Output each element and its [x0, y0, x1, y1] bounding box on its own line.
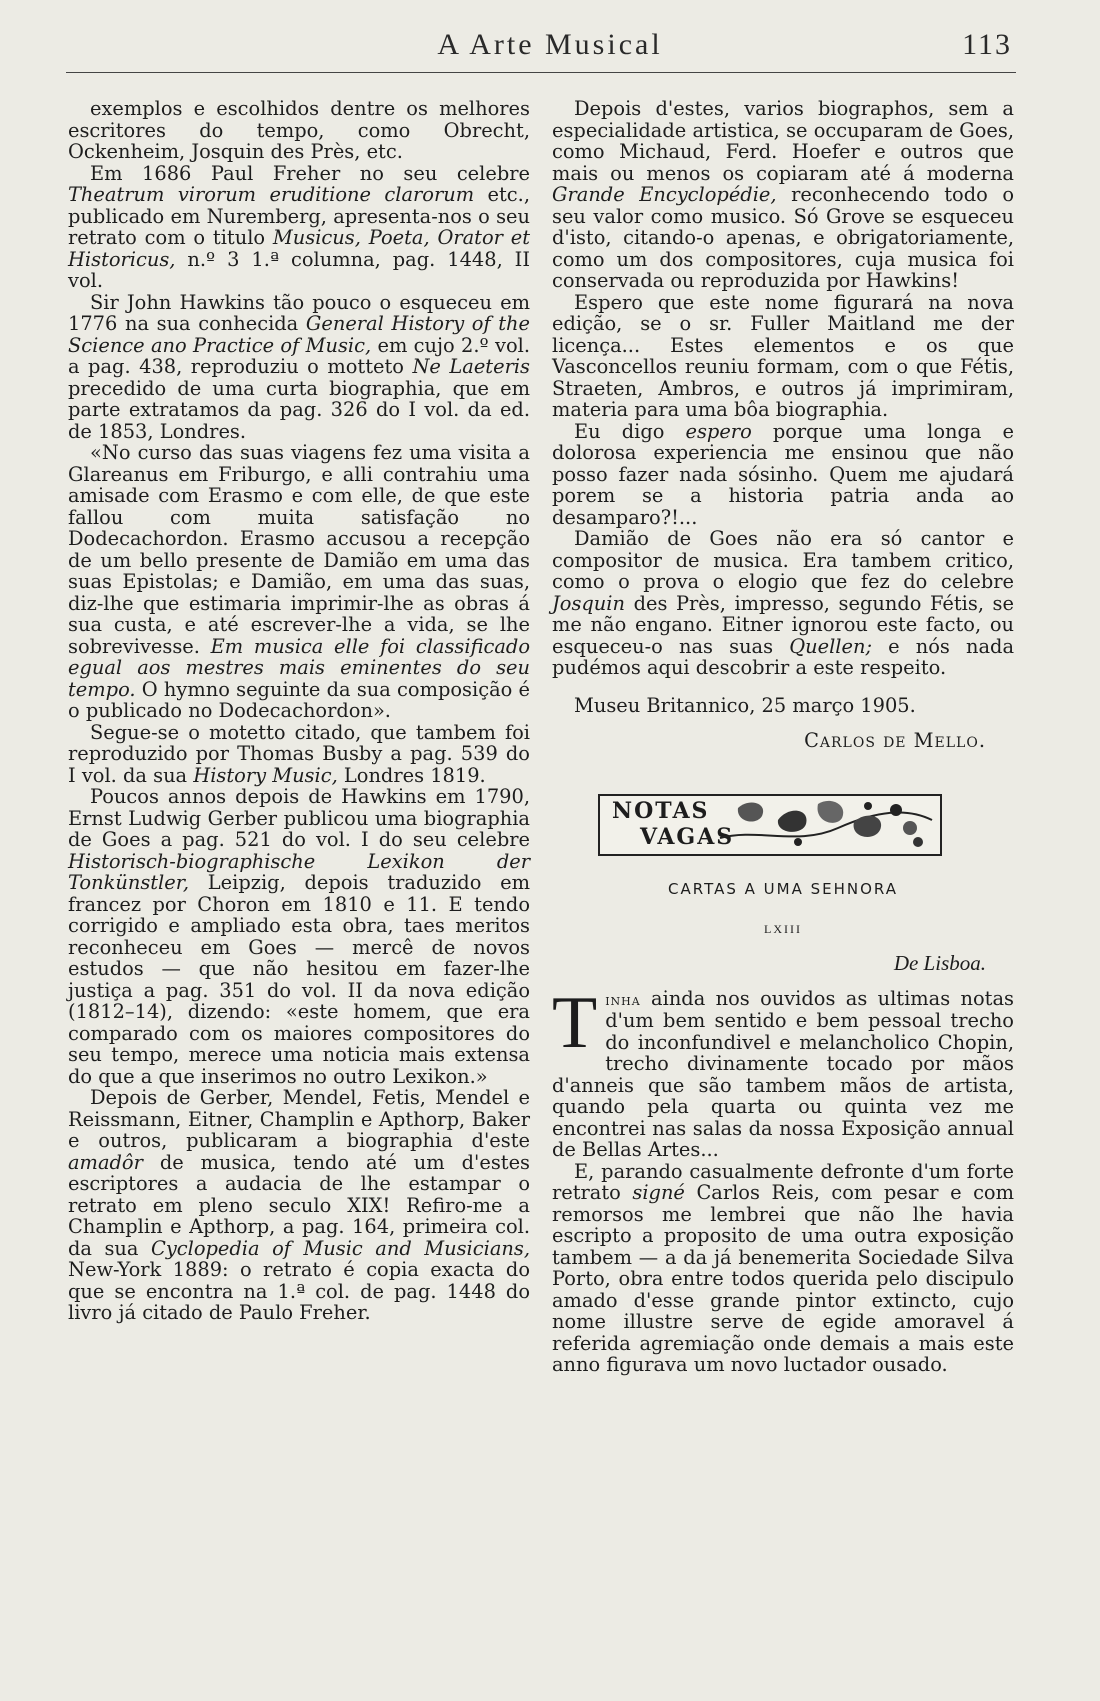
italic-title-text: Grande Encyclopédie, — [552, 183, 777, 206]
italic-title-text: Ne Laeteris — [412, 355, 530, 378]
left-column-paragraph — [68, 98, 530, 163]
left-column-paragraph — [68, 163, 530, 292]
italic-title-text: Theatrum virorum eruditione clarorum — [68, 183, 475, 206]
italic-title-text: Musicus, Poeta, Orator et Historicus, — [68, 226, 531, 271]
left-column-paragraph — [68, 1087, 530, 1324]
right-column-paragraphs — [552, 98, 1014, 679]
paragraph-text: de musica, tendo até um d'estes escriptores a audacia de lhe estampar o retrato em pleno seculo XIX! Refiro-me a Champlin e Apthorp, a pag. 164, primeira col. da sua — [68, 1150, 530, 1260]
italic-title-text: espero — [685, 419, 752, 443]
right-column-paragraph — [552, 98, 1014, 292]
paragraph-text: E, parando casualmente defronte d'um forte retrato — [552, 1159, 1014, 1204]
letter-first-paragraph — [552, 981, 1014, 1161]
paragraph-text: n.º 3 1.ª columna, pag. 1448, II vol. — [68, 247, 530, 292]
drop-cap: T — [552, 981, 598, 1064]
signature-place-date: Museu Britannico, 25 março 1905. — [574, 693, 916, 717]
paragraph-text: exemplos e escolhidos dentre os melhores escritores do tempo, como Obrecht, Ockenheim, Josquin des Près, etc. — [68, 97, 530, 163]
section-title: CARTAS A UMA SEHNORA — [668, 879, 898, 898]
drop-cap-continuation: inha — [605, 989, 641, 1009]
paragraph-text: New-York 1889: o retrato é copia exacta do que se encontra na 1.ª col. de pag. 1448 do livro já citado de Paulo Freher. — [68, 1258, 530, 1324]
banner-word-vagas: VAGAS — [640, 823, 735, 850]
paragraph-text: Depois de Gerber, Mendel, Fetis, Mendel e Reissmann, Eitner, Champlin e Apthorp, Baker e outros, publicaram a biographia d'este — [68, 1086, 530, 1152]
running-head-title: A Arte Musical — [437, 28, 663, 61]
paragraph-text: Londres 1819. — [337, 763, 486, 787]
paragraph-text: O hymno seguinte da sua composição é o publicado no Dodecachordon». — [68, 677, 530, 722]
letter-paragraph — [552, 1161, 1014, 1376]
paragraph-text: Espero que este nome figurará na nova edição, se o sr. Fuller Maitland me der licença... Estes elementos e os que Vasconcellos reuniu formam, com o que Fétis, Straeten, Ambros, e outros já imprimiram, materia para uma bôa biographia. — [552, 290, 1014, 421]
paragraph-text: Poucos annos depois de Hawkins em 1790, Ernst Ludwig Gerber publicou uma biographia de Goes a pag. 521 do vol. I do seu celebre — [68, 785, 530, 851]
italic-title-text: amadôr — [68, 1150, 143, 1174]
left-column-paragraph — [68, 442, 530, 722]
notas-vagas-banner — [598, 794, 942, 856]
paragraph-text: e nós nada pudémos aqui descobrir a este respeito. — [552, 634, 1015, 679]
section-number: LXIII — [764, 921, 802, 936]
letter-second-paragraph-wrap — [552, 1161, 1014, 1376]
paragraph-text: precedido de uma curta biographia, que em parte extratamos da pag. 326 do I vol. da ed. de 1853, Londres. — [68, 376, 530, 443]
paragraph-text: Eu digo — [574, 419, 686, 443]
paragraph-text: Carlos Reis, com pesar e com remorsos me lembrei que não lhe havia escripto a proposito de uma outra exposição tambem — a da já benemerita Sociedade Silva Porto, obra entre todos querida pelo discipulo amado d'esse grande pintor extincto, cujo nome illustre serve de egide amoravel á referida agremiação onde demais a mais este anno figurava um novo luctador ousado. — [552, 1181, 1014, 1376]
paragraph-text: Damião de Goes não era só cantor e compositor de musica. Era tambem critico, como o prova o elogio que fez do celebre — [552, 527, 1014, 593]
paragraph-text: des Près, impresso, segundo Fétis, se me não engano. Eitner ignorou este facto, ou esqueceu-o nas suas — [552, 591, 1014, 658]
italic-text: signé — [632, 1181, 685, 1204]
page-number: 113 — [962, 28, 1012, 61]
italic-title-text: General History of the Science ano Practice of Music, — [68, 312, 531, 357]
paragraph-text: porque uma longa e dolorosa experiencia me ensinou que não posso fazer nada sósinho. Quem me ajudará porem se a historia patria anda ao desamparo?!... — [552, 419, 1015, 529]
italic-title-text: Historisch-biographische Lexikon der Tonkünstler, — [68, 849, 530, 894]
paragraph-text: Sir John Hawkins tão pouco o esqueceu em 1776 na sua conhecida — [68, 290, 530, 335]
left-column-paragraph — [68, 786, 530, 1087]
left-column-paragraph — [68, 292, 530, 443]
left-column-paragraph — [68, 722, 530, 787]
paragraph-text: «No curso das suas viagens fez uma visita a Glareanus em Friburgo, e alli contrahiu uma amisade com Erasmo e com elle, de que este fallou com muita satisfação no Dodecachordon. Erasmo accusou a recepção de um bello presente de Damião em uma das suas Epistolas; e Damião, em uma das suas, diz-lhe que estimaria imprimir-lhe as obras á sua custa, e até escrever-lhe a vida, se lhe sobrevivesse. — [68, 441, 530, 658]
paragraph-text: Depois d'estes, varios biographos, sem a especialidade artistica, se occuparam de Goes, como Michaud, Ferd. Hoefer e outros que mais ou menos os copiaram até á moderna — [552, 97, 1014, 185]
header-rule — [66, 72, 1016, 73]
italic-title-text: Cyclopedia of Music and Musicians, — [150, 1236, 530, 1260]
paragraph-text: reconhecendo todo o seu valor como musico. Só Grove se esqueceu d'isto, citando-o apenas, e obrigatoriamente, como um dos compositores, cuja musica foi conservada ou reproduzida por Hawkins! — [552, 183, 1014, 292]
paragraph-text: Leipzig, depois traduzido em francez por Choron em 1810 e 11. E tendo corrigido e ampliado esta obra, taes meritos reconheceu em Goes — mercê de novos estudos — que não hesitou em fazer-lhe justiça a pag. 351 do vol. II da nova edição (1812–14), dizendo: «este homem, que era comparado com os maiores compositores do seu tempo, merece uma noticia mais extensa do que a que inserimos no outro Lexikon.» — [68, 871, 530, 1088]
italic-title-text: Em musica elle foi classificado egual aos mestres mais eminentes do seu tempo. — [68, 634, 531, 701]
right-column-paragraph — [552, 528, 1014, 679]
paragraph-text: Segue-se o motetto citado, que tambem foi reproduzido por Thomas Busby a pag. 539 do I vol. da sua — [68, 720, 530, 787]
paragraph-text: etc., publicado em Nuremberg, apresenta-nos o seu retrato com o titulo — [68, 183, 530, 249]
right-column-paragraph — [552, 421, 1014, 529]
floral-ornament-icon — [718, 798, 934, 850]
italic-title-text: Josquin — [552, 591, 625, 615]
left-column — [68, 98, 530, 1324]
banner-word-notas: NOTAS — [612, 797, 710, 824]
first-paragraph-text: ainda nos ouvidos as ultimas notas d'um bem sentido e bem pessoal trecho do inconfundivel e melancholico Chopin, trecho divinamente tocado por mãos d'anneis que são tambem mãos de artista, quando pela quarta ou quinta vez me encontrei nas salas da nossa Exposição annual de Bellas Artes... — [552, 986, 1014, 1161]
paragraph-text: em cujo 2.º vol. a pag. 438, reproduziu o motteto — [68, 333, 530, 378]
left-column-paragraphs — [68, 98, 530, 1324]
right-column-paragraph — [552, 292, 1014, 421]
signature-author: Carlos de Mello. — [804, 729, 986, 752]
letter-place: De Lisboa. — [893, 950, 986, 975]
italic-title-text: Quellen; — [789, 634, 872, 658]
right-column — [552, 98, 1014, 1376]
italic-title-text: History Music, — [193, 763, 338, 787]
paragraph-text: Em 1686 Paul Freher no seu celebre — [90, 161, 530, 185]
